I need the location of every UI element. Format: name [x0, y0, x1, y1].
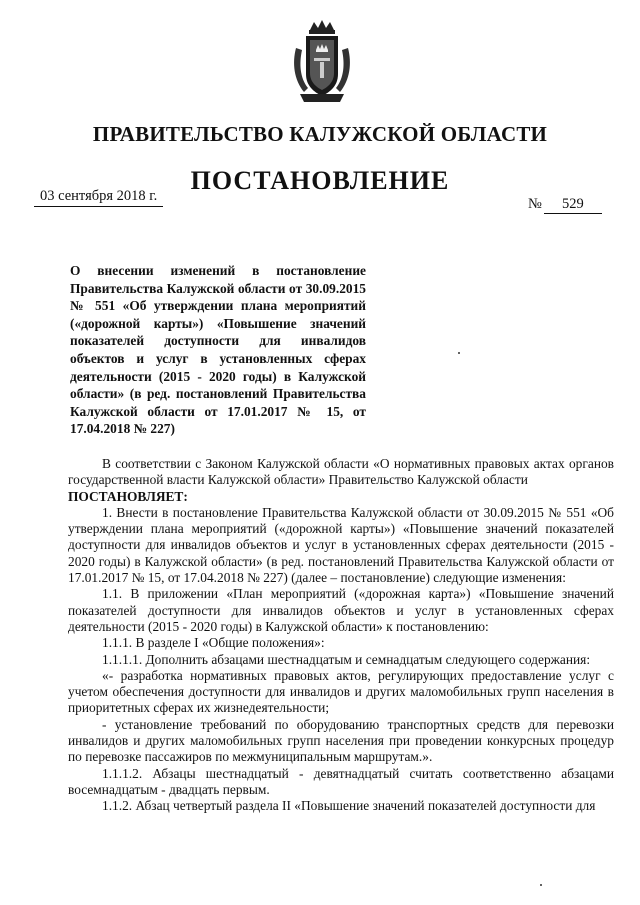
paragraph-1-1-1: 1.1.1. В разделе I «Общие положения»: [102, 635, 325, 651]
coat-of-arms-emblem [290, 18, 354, 104]
document-number [528, 196, 602, 214]
scan-speck [458, 352, 460, 354]
paragraph-1-1-1-1: 1.1.1.1. Дополнить абзацами шестнадцатым и семнадцатым следующего содержания: [102, 651, 591, 667]
scan-speck [540, 884, 542, 886]
number-label: № [528, 196, 542, 212]
paragraph-1-1: 1.1. В приложении «План мероприятий («дорожная карта») «Повышение значений показателей доступности для инвалидов объектов и услуг в установленных сферах деятельности (2015 - 2020 годы) в Калужской области» к постановлению: [68, 586, 614, 634]
paragraph-quote-2: - установление требований по оборудованию транспортных средств для перевозки инвалидов и других маломобильных групп населения при проведении конкурсных процедур по перевозке пассажиров по межмуниципальным маршрутам.». [68, 716, 614, 765]
preamble-text: В соответствии с Законом Калужской области «О нормативных правовых актах органов государственной власти Калужской области» Правительство Калужской области [68, 456, 614, 488]
preamble-paragraph [68, 456, 614, 489]
document-body [68, 456, 614, 815]
paragraph-1-1-2: 1.1.2. Абзац четвертый раздела II «Повышение значений показателей доступности для [102, 798, 596, 814]
document-date: 03 сентября 2018 г. [34, 188, 163, 207]
government-title: ПРАВИТЕЛЬСТВО КАЛУЖСКОЙ ОБЛАСТИ [92, 122, 548, 146]
paragraph-1: 1. Внести в постановление Правительства Калужской области от 30.09.2015 № 551 «Об утверждении плана мероприятий («дорожной карты») «Повышение значений показателей доступности для инвалидов объектов и услуг в установленных сферах деятельности (2015 - 2020 годы) в Калужской области» (в ред. постановлений Правительства Калужской области от 17.01.2017 № 15, от 17.04.2018 № 227) (далее – постановление) следующие изменения: [68, 504, 614, 586]
paragraph-1-1-1-2: 1.1.1.2. Абзацы шестнадцатый - девятнадцатый считать соответственно абзацами восемнадцатым - двадцать первым. [68, 765, 614, 797]
document-type-heading: ПОСТАНОВЛЕНИЕ [190, 166, 450, 195]
number-value: 529 [544, 196, 602, 214]
decree-word: ПОСТАНОВЛЯЕТ: [68, 488, 188, 504]
document-subject: О внесении изменений в постановление Правительства Калужской области от 30.09.2015 № 551 «Об утверждении плана мероприятий («дорожной карты») «Повышение значений показателей доступности для инвалидов объектов и услуг в установленных сферах деятельности (2015 - 2020 годы) в Калужской области» (в ред. постановлений Правительства Калужской области от 17.01.2017 № 15, от 17.04.2018 № 227) [70, 263, 366, 437]
paragraph-quote-1: «- разработка нормативных правовых актов, регулирующих предоставление услуг с учетом обеспечения доступности для инвалидов и других маломобильных групп населения в приоритетных сферах их жизнедеятельности; [68, 667, 614, 716]
